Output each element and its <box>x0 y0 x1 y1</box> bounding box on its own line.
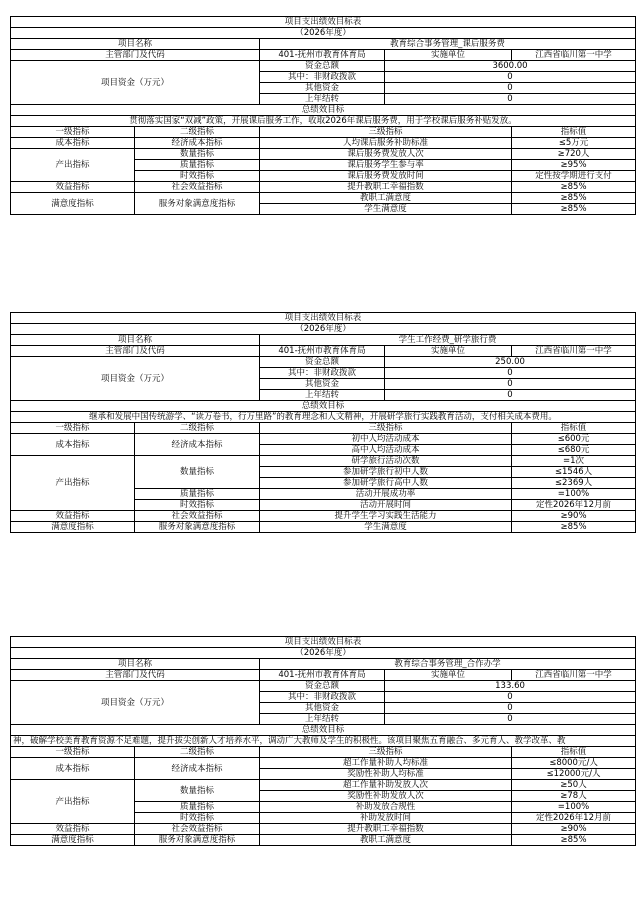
perf-table-cooperation <box>10 636 636 846</box>
project-name-label: 项目名称 <box>11 659 260 670</box>
funds-label: 项目资金（万元） <box>11 357 260 401</box>
indicator-value: ≥78人 <box>512 791 636 802</box>
indicator-value: ≤600元 <box>512 434 636 445</box>
total-value: 250.00 <box>385 357 636 368</box>
indicator-value: =100% <box>512 489 636 500</box>
impl-value: 江西省临川第一中学 <box>512 346 636 357</box>
indicator-name: 补助发放时间 <box>260 813 512 824</box>
social-benefit-indicator: 社会效益指标 <box>135 824 260 835</box>
project-name-value: 学生工作经费_研学旅行费 <box>260 335 636 346</box>
goal-label: 总绩效目标 <box>11 725 636 736</box>
header-level2: 二级指标 <box>135 747 260 758</box>
impl-label: 实施单位 <box>385 670 512 681</box>
indicator-name: 提升学生学习实践生活能力 <box>260 511 512 522</box>
carry-label: 上年结转 <box>260 714 385 725</box>
other-value: 0 <box>385 379 636 390</box>
indicator-name: 参加研学旅行高中人数 <box>260 478 512 489</box>
header-level3: 三级指标 <box>260 423 512 434</box>
dept-label: 主管部门及代码 <box>11 50 260 61</box>
carry-label: 上年结转 <box>260 390 385 401</box>
indicator-name: 活动开展时间 <box>260 500 512 511</box>
indicator-value: ≤8000元/人 <box>512 758 636 769</box>
social-benefit-indicator: 社会效益指标 <box>135 182 260 193</box>
project-name-label: 项目名称 <box>11 39 260 50</box>
fiscal-value: 0 <box>385 72 636 83</box>
indicator-value: 定性2026年12月前 <box>512 813 636 824</box>
table-title: 项目支出绩效目标表 <box>11 313 636 324</box>
project-name-label: 项目名称 <box>11 335 260 346</box>
impl-label: 实施单位 <box>385 50 512 61</box>
indicator-value: ≥50人 <box>512 780 636 791</box>
project-name-value: 教育综合事务管理_课后服务费 <box>260 39 636 50</box>
indicator-value: ≥720人 <box>512 149 636 160</box>
indicator-value: ≤1546人 <box>512 467 636 478</box>
goal-text: 神，破解学校美育教育资源不足难题，提升拔尖创新人才培养水平，调动广大教师及学生的积极性。该项目聚焦五育融合、多元育人、教学改革、教 <box>11 736 636 747</box>
quantity-indicator: 数量指标 <box>135 780 260 802</box>
satisfaction-indicator: 满意度指标 <box>11 193 135 215</box>
indicator-name: 参加研学旅行初中人数 <box>260 467 512 478</box>
total-label: 资金总额 <box>260 61 385 72</box>
total-value: 3600.00 <box>385 61 636 72</box>
timeliness-indicator: 时效指标 <box>135 171 260 182</box>
output-indicator: 产出指标 <box>11 456 135 511</box>
indicator-name: 超工作量补助人均标准 <box>260 758 512 769</box>
year-label: （2026年度） <box>11 324 636 335</box>
total-label: 资金总额 <box>260 357 385 368</box>
dept-value: 401-抚州市教育体育局 <box>260 346 385 357</box>
economic-cost-indicator: 经济成本指标 <box>135 434 260 456</box>
indicator-value: ≥85% <box>512 193 636 204</box>
indicator-name: 奖励性补助人均标准 <box>260 769 512 780</box>
service-satisfaction-indicator: 服务对象满意度指标 <box>135 193 260 215</box>
quantity-indicator: 数量指标 <box>135 149 260 160</box>
indicator-name: 人均课后服务补助标准 <box>260 138 512 149</box>
satisfaction-indicator: 满意度指标 <box>11 522 135 533</box>
indicator-name: 学生满意度 <box>260 204 512 215</box>
cost-indicator: 成本指标 <box>11 138 135 149</box>
impl-value: 江西省临川第一中学 <box>512 50 636 61</box>
year-label: （2026年度） <box>11 648 636 659</box>
indicator-value: ≤12000元/人 <box>512 769 636 780</box>
indicator-value: 定性2026年12月前 <box>512 500 636 511</box>
dept-label: 主管部门及代码 <box>11 670 260 681</box>
service-satisfaction-indicator: 服务对象满意度指标 <box>135 522 260 533</box>
goal-text: 继承和发展中国传统游学、“读万卷书，行万里路”的教育理念和人文精神，开展研学旅行实践教育活动，支付相关成本费用。 <box>11 412 636 423</box>
quality-indicator: 质量指标 <box>135 489 260 500</box>
indicator-value: ≥90% <box>512 511 636 522</box>
dept-label: 主管部门及代码 <box>11 346 260 357</box>
other-label: 其他资金 <box>260 379 385 390</box>
timeliness-indicator: 时效指标 <box>135 813 260 824</box>
table-title: 项目支出绩效目标表 <box>11 637 636 648</box>
header-value: 指标值 <box>512 747 636 758</box>
indicator-name: 课后服务学生参与率 <box>260 160 512 171</box>
indicator-value: ≤680元 <box>512 445 636 456</box>
impl-label: 实施单位 <box>385 346 512 357</box>
header-level3: 三级指标 <box>260 127 512 138</box>
table-title: 项目支出绩效目标表 <box>11 17 636 28</box>
indicator-value: =1次 <box>512 456 636 467</box>
indicator-value: =100% <box>512 802 636 813</box>
header-level2: 二级指标 <box>135 127 260 138</box>
dept-value: 401-抚州市教育体育局 <box>260 50 385 61</box>
indicator-value: ≥85% <box>512 204 636 215</box>
indicator-value: ≥85% <box>512 522 636 533</box>
header-level1: 一级指标 <box>11 127 135 138</box>
goal-label: 总绩效目标 <box>11 401 636 412</box>
fiscal-label: 其中：非财政拨款 <box>260 72 385 83</box>
satisfaction-indicator: 满意度指标 <box>11 835 135 846</box>
economic-cost-indicator: 经济成本指标 <box>135 758 260 780</box>
indicator-value: ≥95% <box>512 160 636 171</box>
indicator-name: 提升教职工幸福指数 <box>260 182 512 193</box>
benefit-indicator: 效益指标 <box>11 824 135 835</box>
indicator-name: 超工作量补助发放人次 <box>260 780 512 791</box>
carry-value: 0 <box>385 714 636 725</box>
quantity-indicator: 数量指标 <box>135 456 260 489</box>
indicator-name: 课后服务费发放人次 <box>260 149 512 160</box>
benefit-indicator: 效益指标 <box>11 511 135 522</box>
other-value: 0 <box>385 83 636 94</box>
dept-value: 401-抚州市教育体育局 <box>260 670 385 681</box>
quality-indicator: 质量指标 <box>135 802 260 813</box>
fiscal-value: 0 <box>385 368 636 379</box>
social-benefit-indicator: 社会效益指标 <box>135 511 260 522</box>
carry-value: 0 <box>385 390 636 401</box>
indicator-name: 学生满意度 <box>260 522 512 533</box>
header-level1: 一级指标 <box>11 747 135 758</box>
cost-indicator: 成本指标 <box>11 434 135 456</box>
cost-indicator: 成本指标 <box>11 758 135 780</box>
other-label: 其他资金 <box>260 83 385 94</box>
indicator-name: 活动开展成功率 <box>260 489 512 500</box>
carry-label: 上年结转 <box>260 94 385 105</box>
perf-table-after-school <box>10 16 636 215</box>
output-indicator: 产出指标 <box>11 780 135 824</box>
indicator-value: 定性按学期进行支付 <box>512 171 636 182</box>
indicator-name: 课后服务费发放时间 <box>260 171 512 182</box>
fiscal-value: 0 <box>385 692 636 703</box>
fiscal-label: 其中：非财政拨款 <box>260 368 385 379</box>
total-label: 资金总额 <box>260 681 385 692</box>
indicator-name: 教职工满意度 <box>260 193 512 204</box>
header-level3: 三级指标 <box>260 747 512 758</box>
indicator-name: 高中人均活动成本 <box>260 445 512 456</box>
year-label: （2026年度） <box>11 28 636 39</box>
indicator-name: 补助发放合规性 <box>260 802 512 813</box>
project-name-value: 教育综合事务管理_合作办学 <box>260 659 636 670</box>
timeliness-indicator: 时效指标 <box>135 500 260 511</box>
fiscal-label: 其中：非财政拨款 <box>260 692 385 703</box>
indicator-value: ≥85% <box>512 835 636 846</box>
header-value: 指标值 <box>512 127 636 138</box>
funds-label: 项目资金（万元） <box>11 681 260 725</box>
indicator-value: ≥90% <box>512 824 636 835</box>
header-value: 指标值 <box>512 423 636 434</box>
indicator-value: ≤2369人 <box>512 478 636 489</box>
indicator-name: 研学旅行活动次数 <box>260 456 512 467</box>
indicator-name: 奖励性补助发放人次 <box>260 791 512 802</box>
goal-text: 贯彻落实国家“双减”政策，开展课后服务工作，收取2026年课后服务费，用于学校课后服务补贴发放。 <box>11 116 636 127</box>
output-indicator: 产出指标 <box>11 149 135 182</box>
header-level1: 一级指标 <box>11 423 135 434</box>
indicator-value: ≥85% <box>512 182 636 193</box>
funds-label: 项目资金（万元） <box>11 61 260 105</box>
benefit-indicator: 效益指标 <box>11 182 135 193</box>
service-satisfaction-indicator: 服务对象满意度指标 <box>135 835 260 846</box>
goal-label: 总绩效目标 <box>11 105 636 116</box>
impl-value: 江西省临川第一中学 <box>512 670 636 681</box>
other-label: 其他资金 <box>260 703 385 714</box>
quality-indicator: 质量指标 <box>135 160 260 171</box>
other-value: 0 <box>385 703 636 714</box>
indicator-name: 提升教职工幸福指数 <box>260 824 512 835</box>
indicator-value: ≤5万元 <box>512 138 636 149</box>
header-level2: 二级指标 <box>135 423 260 434</box>
indicator-name: 初中人均活动成本 <box>260 434 512 445</box>
perf-table-study-tour <box>10 312 636 533</box>
economic-cost-indicator: 经济成本指标 <box>135 138 260 149</box>
carry-value: 0 <box>385 94 636 105</box>
indicator-name: 教职工满意度 <box>260 835 512 846</box>
total-value: 133.60 <box>385 681 636 692</box>
